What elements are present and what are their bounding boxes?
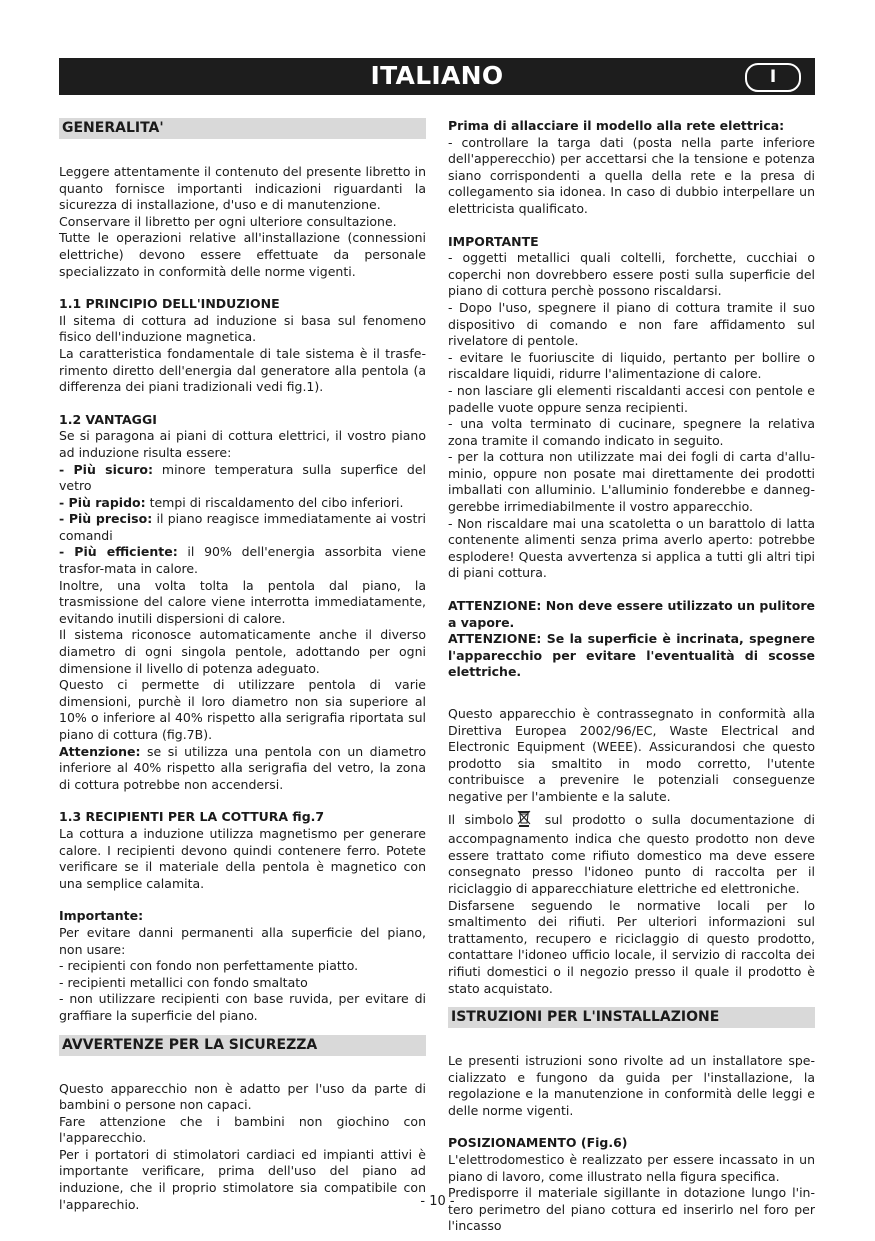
warning-steam: ATTENZIONE: Non deve essere utilizzato un pulitore a vapore. xyxy=(448,598,815,630)
list-item: - recipienti metallici con fondo smaltato xyxy=(59,974,308,990)
paragraph: Leggere attentamente il contenuto del presente libretto in quanto fornisce importanti indicazioni riguardanti la sicurezza di installazione, d'uso e di manutenzione. xyxy=(59,164,426,213)
subheading-important: Importante: xyxy=(59,908,144,924)
subheading-advantages: 1.2 VANTAGGI xyxy=(59,411,157,427)
paragraph: Il sistema riconosce automaticamente anche il diverso diametro di ogni singola pentole, adottando per ogni dimensione il livello di potenza adeguato. xyxy=(59,627,426,676)
list-item: - Più sicuro: minore temperatura sulla superfice del vetro xyxy=(59,461,426,494)
list-item: - Più efficiente: il 90% dell'energia assorbita viene trasfor-mata in calore. xyxy=(59,544,426,577)
paragraph: Per i portatori di stimolatori cardiaci ed impianti attivi è importante verificare, prima dell'uso del piano ad induzione, che il proprio stimolatore sia compatibile con l'apparechio. xyxy=(59,1146,426,1212)
paragraph: Se si paragona ai piani di cottura elettrici, il vostro piano ad induzione risulta essere: xyxy=(59,428,426,460)
list-item: - per la cottura non utilizzate mai dei fogli di carta d'allu-minio, oppure non posate mai direttamente dei prodotti imballati con alluminio. L'alluminio fonderebbe e danneg-gerebbe irrimediabilmente il vostro apparecchio. xyxy=(448,449,815,515)
paragraph: Le presenti istruzioni sono rivolte ad un installatore spe-cializzato e fungono da guida per l'installazione, la regolazione e la manutenzione in conformità delle leggi e delle norme vigenti. xyxy=(448,1053,815,1118)
paragraph: Disfarsene seguendo le normative locali per lo smaltimento dei rifiuti. Per ulteriori informazioni sul trattamento, recupero e riciclaggio di questo prodotto, contattare l'idoneo ufficio locale, il servizio di raccolta dei rifiuti domestici o il negozio presso il quale il prodotto è stato acquistato. xyxy=(448,897,815,996)
section-heading-general: GENERALITA' xyxy=(59,118,426,139)
section-heading-installation: ISTRUZIONI PER L'INSTALLAZIONE xyxy=(448,1007,815,1028)
paragraph: Questo apparecchio non è adatto per l'uso da parte di bambini o persone non capaci. xyxy=(59,1080,426,1113)
list-item: - evitare le fuoriuscite di liquido, pertanto per bollire o riscaldare liquidi, ridurre l'alimentazione di calore. xyxy=(448,349,815,382)
subheading-induction: 1.1 PRINCIPIO DELL'INDUZIONE xyxy=(59,296,280,312)
list-item: - una volta terminato di cucinare, spegnere la relativa zona tramite il comando indicato in seguito. xyxy=(448,416,815,448)
subheading-connection: Prima di allacciare il modello alla rete elettrica: xyxy=(448,118,785,133)
paragraph: Il sitema di cottura ad induzione si basa sul fenomeno fisico dell'induzione magnetica. xyxy=(59,312,426,345)
subheading-containers: 1.3 RECIPIENTI PER LA COTTURA fig.7 xyxy=(59,809,325,825)
right-column xyxy=(448,118,815,1235)
paragraph: La cottura a induzione utilizza magnetismo per generare calore. I recipienti devono quindi contenere ferro. Potete verificare se il materiale della pentola è magnetico con una semplice calamita. xyxy=(59,825,426,891)
paragraph: La caratteristica fondamentale di tale sistema è il trasfe-rimento diretto dell'energia dal generatore alla pentola (a differenza dei piani tradizionali vedi fig.1). xyxy=(59,345,426,395)
section-heading-safety: AVVERTENZE PER LA SICUREZZA xyxy=(59,1035,426,1056)
paragraph: Questo ci permette di utilizzare pentola di varie dimensioni, purchè il loro diametro non sia superiore al 10% o inferiore al 40% rispetto alla serigrafia riportata sul piano di cottura (fig.7B). xyxy=(59,677,426,742)
paragraph: Per evitare danni permanenti alla superficie del piano, non usare: xyxy=(59,924,426,957)
list-item: - non lasciare gli elementi riscaldanti accesi con pentole e padelle vuote oppure senza recipienti. xyxy=(448,382,815,415)
paragraph: Inoltre, una volta tolta la pentola dal piano, la trasmissione del calore viene interrotta immediatamente, evitando inutili dispersioni di calore. xyxy=(59,577,426,626)
list-item: - recipienti con fondo non perfettamente piatto. xyxy=(59,958,359,974)
paragraph: Tutte le operazioni relative all'installazione (connessioni elettriche) devono essere effettuate da personale specializzato in conformità delle norme vigenti. xyxy=(59,230,426,279)
subheading-positioning: POSIZIONAMENTO (Fig.6) xyxy=(448,1135,628,1151)
list-item: - oggetti metallici quali coltelli, forchette, cucchiai o coperchi non dovrebbero essere posti sulla superficie del piano di cottura perchè possono riscaldarsi. xyxy=(448,250,815,299)
paragraph: L'elettrodomestico è realizzato per essere incassato in un piano di lavoro, come illustrato nella figura specifica. xyxy=(448,1152,815,1184)
list-item: - Non riscaldare mai una scatoletta o un barattolo di latta contenente alimenti senza prima averlo aperto: potrebbe esplodere! Questa avvertenza si applica a tutti gli altri tipi di piani cottura. xyxy=(448,515,815,581)
paragraph: Fare attenzione che i bambini non giochino con l'apparecchio. xyxy=(59,1113,426,1146)
warning-paragraph: Attenzione: se si utilizza una pentola con un diametro inferiore al 40% rispetto alla serigrafia del vetro, la zona di cottura potrebbe non accendersi. xyxy=(59,743,426,792)
page-number: - 10 - xyxy=(420,1194,455,1209)
paragraph: - controllare la targa dati (posta nella parte inferiore dell'apperecchio) per accettarsi che la tensione e potenza siano corrispondenti a quella della rete e la presa di collegamento sia idonea. In caso di dubbio interpellare un elettricista qualificato. xyxy=(448,134,815,216)
subheading-important: IMPORTANTE xyxy=(448,233,539,249)
language-banner xyxy=(59,58,815,95)
paragraph: Conservare il libretto per ogni ulteriore consultazione. xyxy=(59,213,397,229)
list-item: - Dopo l'uso, spegnere il piano di cottura tramite il suo dispositivo di comando e non fare affidamento sul rivelatore di pentole. xyxy=(448,299,815,349)
weee-paragraph: Il simbolo sul prodotto o sulla documentazione di accompagnamento indica che questo prodotto non deve essere trattato come rifiuto domestico ma deve essere consegnato presso l'idoneo punto di raccolta per il riciclaggio di apparecchiature elettriche ed elettroniche. xyxy=(448,811,815,896)
list-item: - non utilizzare recipienti con base ruvida, per evitare di graffiare la superficie del piano. xyxy=(59,991,426,1023)
page-title: ITALIANO xyxy=(370,61,504,90)
language-badge: I xyxy=(745,63,801,92)
paragraph: Questo apparecchio è contrassegnato in conformità alla Direttiva Europea 2002/96/EC, Waste Electrical and Electronic Equipment (WEEE). Assicurandosi che questo prodotto sia smaltito in modo corretto, l'utente contribuisce a prevenire le potenziali conseguenze negative per l'ambiente e la salute. xyxy=(448,706,815,804)
left-column xyxy=(59,118,426,1213)
list-item: - Più rapido: tempi di riscaldamento del cibo inferiori. xyxy=(59,494,404,510)
weee-bin-icon xyxy=(517,810,531,832)
paragraph: Predisporre il materiale sigillante in dotazione lungo l'in-tero perimetro del piano cottura ed inserirlo nel foro per l'incasso xyxy=(448,1185,815,1234)
list-item: - Più preciso: il piano reagisce immediatamente ai vostri comandi xyxy=(59,511,426,543)
warning-cracked-surface: ATTENZIONE: Se la superficie è incrinata, spegnere l'apparecchio per evitare l'eventualità di scosse elettriche. xyxy=(448,631,815,680)
